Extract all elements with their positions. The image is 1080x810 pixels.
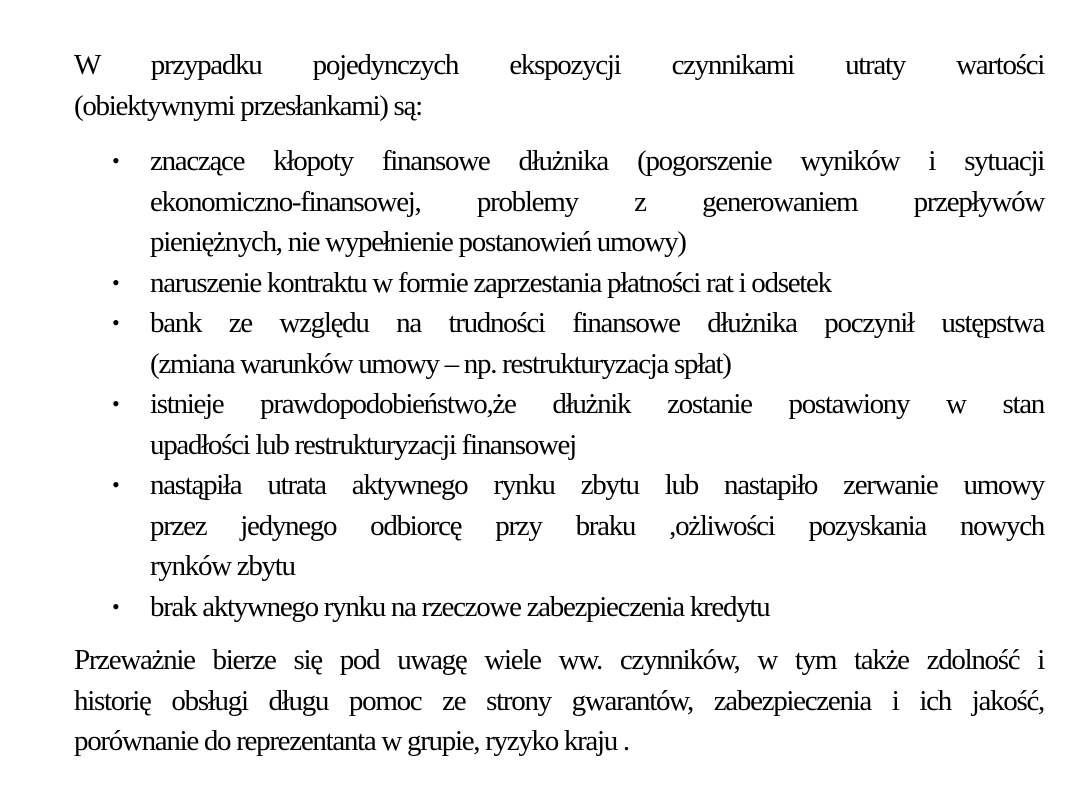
text-line: brak aktywnego rynku na rzeczowe zabezpieczenia kredytu <box>150 590 770 623</box>
bullet-list <box>112 141 1044 627</box>
bullet-icon: • <box>112 148 120 173</box>
intro-paragraph <box>74 45 1044 126</box>
text-line: istnieje prawdopodobieństwo,że dłużnik zostanie postawiony w stan <box>150 388 1044 420</box>
list-item <box>112 587 1044 628</box>
text-line: rynków zbytu <box>150 550 295 582</box>
bullet-icon: • <box>112 269 120 295</box>
list-item <box>112 465 1044 587</box>
bullet-icon: • <box>112 391 120 416</box>
text-line: W przypadku pojedynczych ekspozycji czynnikami utraty wartości <box>74 49 1044 81</box>
closing-paragraph <box>74 640 1044 762</box>
text-line: (zmiana warunków umowy – np. restrukturyzacja spłat) <box>150 347 731 380</box>
text-line: (obiektywnymi przesłankami) są: <box>74 89 422 122</box>
text-line: ekonomiczno-finansowej, problemy z generowaniem przepływów <box>150 185 1044 218</box>
bullet-icon: • <box>112 310 120 335</box>
text-line: bank ze względu na trudności finansowe dłużnika poczynił ustępstwa <box>150 307 1044 339</box>
bullet-icon: • <box>112 472 120 497</box>
list-item <box>112 263 1044 304</box>
text-line: porównanie do reprezentanta w grupie, ryzyko kraju . <box>74 725 629 757</box>
text-line: naruszenie kontraktu w formie zaprzestania płatności rat i odsetek <box>150 266 831 299</box>
bullet-icon: • <box>112 593 120 619</box>
text-line: pieniężnych, nie wypełnienie postanowień umowy) <box>150 226 686 258</box>
text-line: upadłości lub restrukturyzacji finansowej <box>150 428 576 461</box>
text-line: historię obsługi długu pomoc ze strony gwarantów, zabezpieczenia i ich jakość, <box>74 684 1044 717</box>
text-line: przez jedynego odbiorcę przy braku ,ożliwości pozyskania nowych <box>150 509 1044 542</box>
list-item <box>112 141 1044 263</box>
list-item <box>112 303 1044 384</box>
text-line: znaczące kłopoty finansowe dłużnika (pogorszenie wyników i sytuacji <box>150 145 1044 177</box>
text-line: nastąpiła utrata aktywnego rynku zbytu lub nastapiło zerwanie umowy <box>150 469 1044 501</box>
text-line: Przeważnie bierze się pod uwagę wiele ww. czynników, w tym także zdolność i <box>74 644 1044 676</box>
list-item <box>112 384 1044 465</box>
